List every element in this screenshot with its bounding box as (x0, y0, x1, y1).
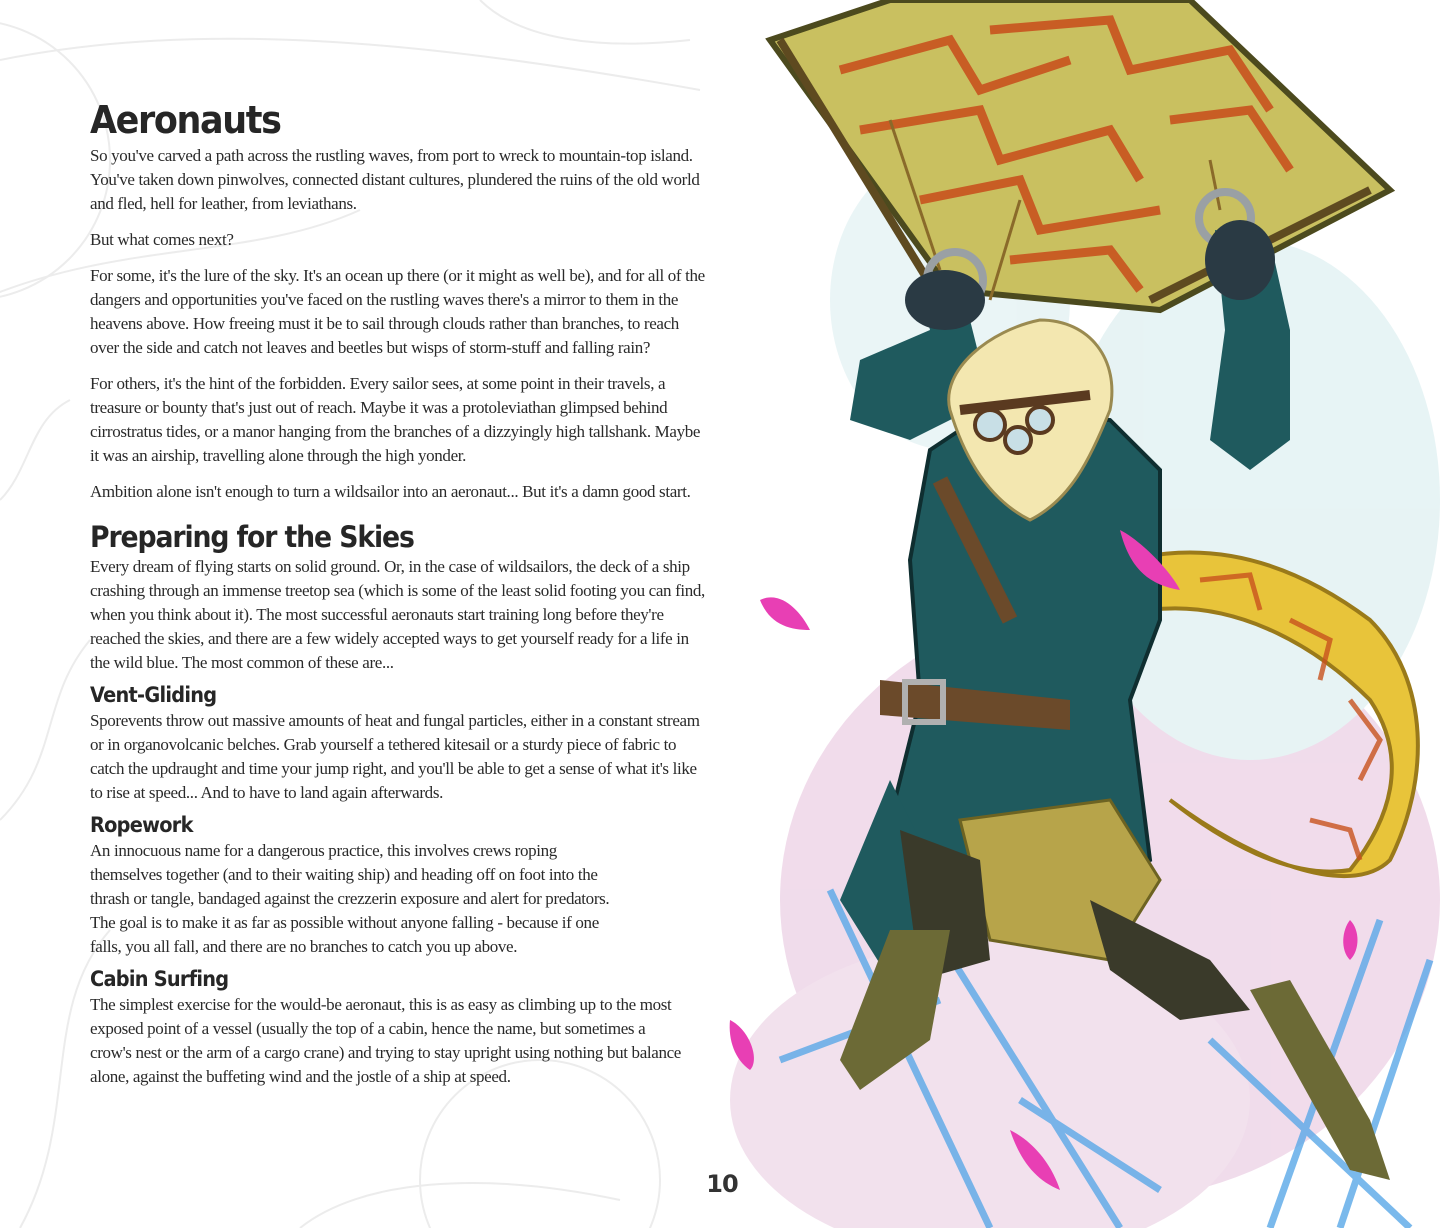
subsection-paragraph: The simplest exercise for the would-be aeronaut, this is as easy as climbing up to the most exposed point of a vessel (usually the top of a cabin, hence the name, but sometimes a crow's nest or the arm of a cargo crane) and trying to stay upright using nothing but balance alone, against the buffeting wind and the jostle of a ship at speed. (90, 995, 681, 1086)
subsection-heading-cabin-surfing: Cabin Surfing (90, 967, 229, 991)
subsection-paragraph: Sporevents throw out massive amounts of heat and fungal particles, either in a constant stream or in organovolcanic belches. Grab yourself a tethered kitesail or a sturdy piece of fabric to catch the updraught and time your jump right, and you'll be able to get a sense of what it's like to rise at speed... And to have to land again afterwards. (90, 711, 700, 802)
section-heading: Preparing for the Skies (90, 520, 414, 554)
intro-paragraph: For others, it's the hint of the forbidden. Every sailor sees, at some point in their travels, a treasure or bounty that's just out of reach. Maybe it was a protoleviathan glimpsed behind cirrostratus tides, or a manor hanging from the branches of a dizzyingly high tallshank. Maybe it was an airship, travelling alone through the high yonder. (90, 374, 701, 465)
page-title: Aeronauts (90, 98, 281, 142)
intro-paragraph: For some, it's the lure of the sky. It's an ocean up there (or it might as well be), and for all of the dangers and opportunities you've faced on the rustling waves there's a mirror to them in the heavens above. How freeing must it be to sail through clouds rather than branches, to reach over the side and catch not leaves and beetles but wisps of storm-stuff and falling rain? (90, 266, 705, 357)
intro-paragraph: But what comes next? (90, 230, 234, 249)
subsection-heading-ropework: Ropework (90, 813, 193, 837)
section-paragraph: Every dream of flying starts on solid ground. Or, in the case of wildsailors, the deck of a ship crashing through an immense treetop sea (which is some of the least solid footing you can find, when you think about it). The most successful aeronauts start training long before they're reached the skies, and there are a few widely accepted ways to get yourself ready for a life in the wild blue. The most common of these are... (90, 557, 705, 672)
intro-paragraph: Ambition alone isn't enough to turn a wildsailor into an aeronaut... But it's a damn good start. (90, 482, 691, 501)
subsection-paragraph: An innocuous name for a dangerous practice, this involves crews roping themselves together (and to their waiting ship) and heading off on foot into the thrash or tangle, bandaged against the crezzerin exposure and alert for predators. The goal is to make it as far as possible without anyone falling - because if one falls, you all fall, and there are no branches to catch you up above. (90, 841, 610, 956)
aeronaut-illustration (690, 0, 1445, 1228)
intro-paragraph: So you've carved a path across the rustling waves, from port to wreck to mountain-top island. You've taken down pinwolves, connected distant cultures, plundered the ruins of the old world and fled, hell for leather, from leviathans. (90, 146, 700, 213)
subsection-heading-vent-gliding: Vent-Gliding (90, 683, 217, 707)
left-glove (905, 270, 985, 330)
page-number: 10 (706, 1170, 738, 1198)
right-glove (1205, 220, 1275, 300)
text-column (90, 98, 710, 1089)
